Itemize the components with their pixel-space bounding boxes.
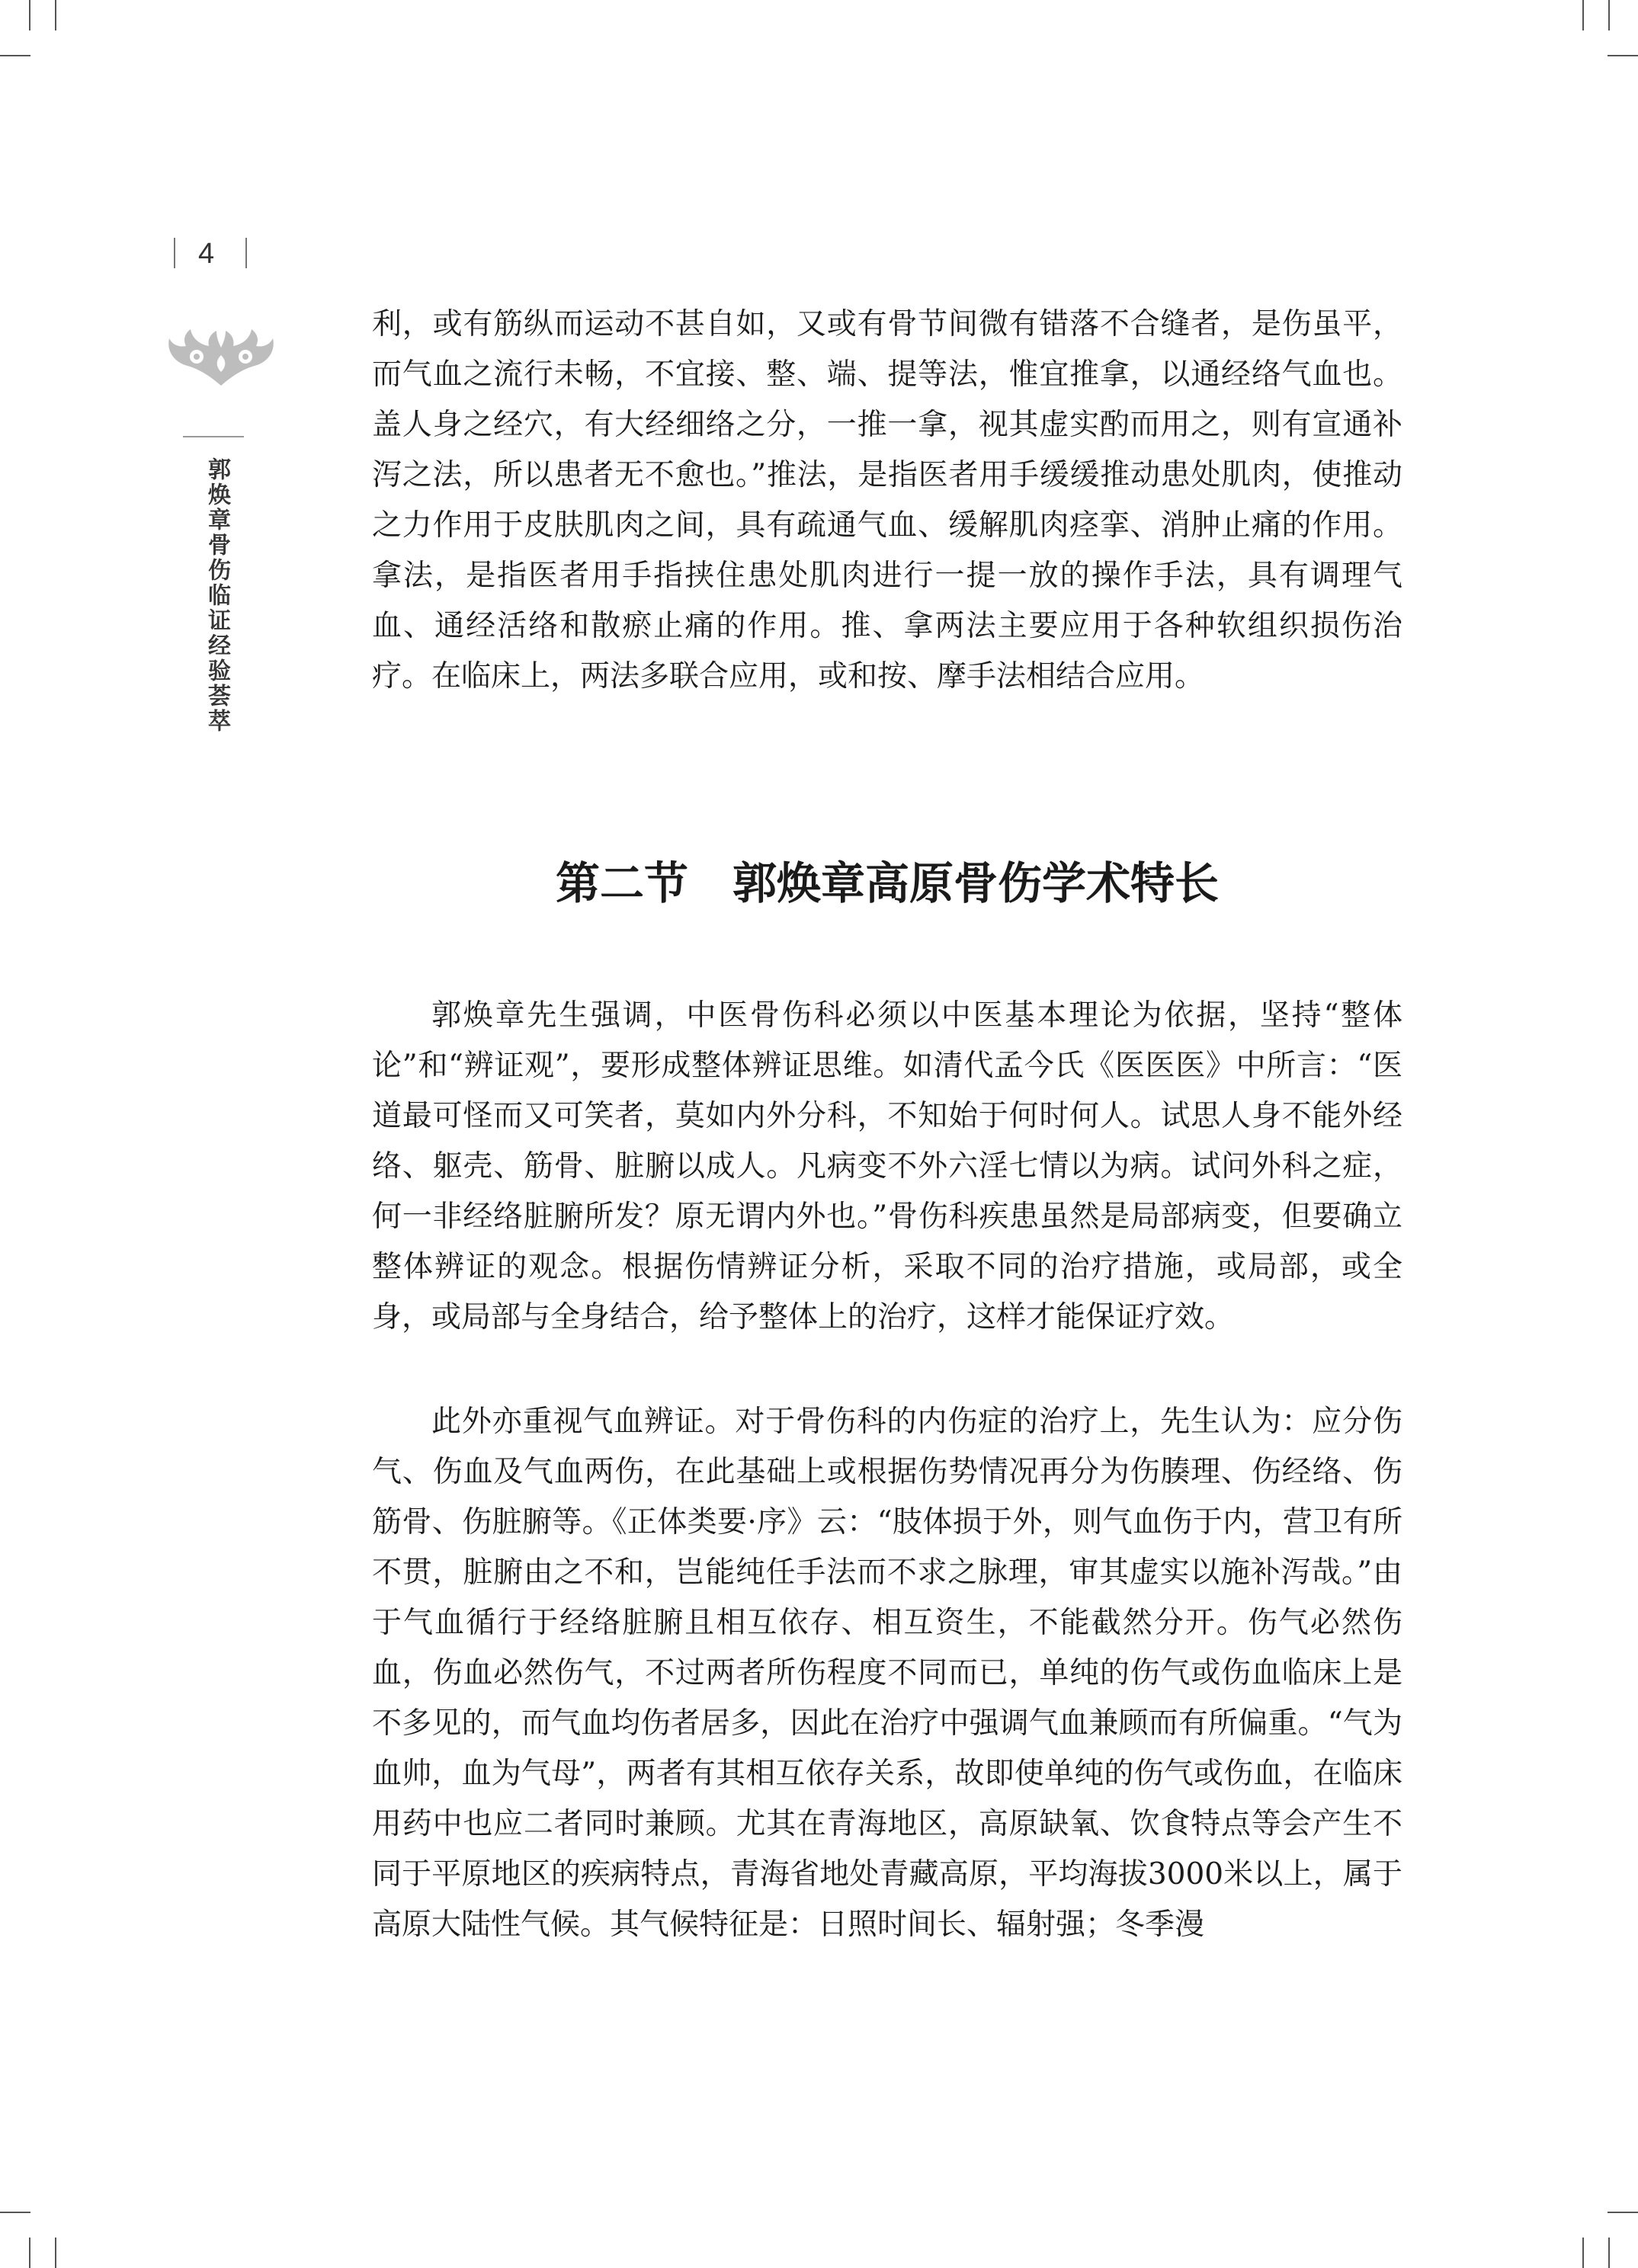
decorative-ornament-icon [160, 319, 282, 395]
page-number-right-bar [245, 238, 247, 268]
crop-mark-top-left-v2 [55, 0, 56, 30]
crop-mark-top-right-v2 [1608, 0, 1610, 30]
crop-mark-bottom-left-v [29, 2238, 30, 2268]
section-heading: 第二节 郭焕章高原骨伤学术特长 [555, 857, 1219, 909]
paragraph-3: 此外亦重视气血辨证。对于骨伤科的内伤症的治疗上，先生认为：应分伤气、伤血及气血两伤，在此基础上或根据伤势情况再分为伤腠理、伤经络、伤筋骨、伤脏腑等。《正体类要·序》云：“肢体损于外，则气血伤于内，营卫有所不贯，脏腑由之不和，岂能纯任手法而不求之脉理，审其虚实以施补泻哉。”由于气血循行于经络脏腑且相互依存、相互资生，不能截然分开。伤气必然伤血，伤血必然伤气，不过两者所伤程度不同而已，单纯的伤气或伤血临床上是不多见的，而气血均伤者居多，因此在治疗中强调气血兼顾而有所偏重。“气为血帅，血为气母”，两者有其相互依存关系，故即使单纯的伤气或伤血，在临床用药中也应二者同时兼顾。尤其在青海地区，高原缺氧、饮食特点等会产生不同于平原地区的疾病特点，青海省地处青藏高原，平均海拔3000米以上，属于高原大陆性气候。其气候特征是：日照时间长、辐射强；冬季漫 [372, 1405, 1402, 1942]
paragraph-2: 郭焕章先生强调，中医骨伤科必须以中医基本理论为依据，坚持“整体论”和“辨证观”，要形成整体辨证思维。如清代孟今氏《医医医》中所言：“医道最可怪而又可笑者，莫如内外分科，不知始于何时何人。试思人身不能外经络、躯壳、筋骨、脏腑以成人。凡病变不外六淫七情以为病。试问外科之症，何一非经络脏腑所发？原无谓内外也。”骨伤科疾患虽然是局部病变，但要确立整体辨证的观念。根据伤情辨证分析，采取不同的治疗措施，或局部，或全身，或局部与全身结合，给予整体上的治疗，这样才能保证疗效。 [372, 998, 1402, 1334]
running-title-rule [183, 436, 244, 437]
crop-mark-bottom-right-v2 [1608, 2238, 1610, 2268]
page-number: 4 [198, 238, 215, 270]
crop-mark-bottom-right-h [1608, 2212, 1638, 2213]
crop-mark-bottom-right-v [1582, 2238, 1584, 2268]
crop-mark-top-right-h [1608, 55, 1638, 56]
paragraph-1: 利，或有筋纵而运动不甚自如，又或有骨节间微有错落不合缝者，是伤虽平，而气血之流行未畅，不宜接、整、端、提等法，惟宜推拿，以通经络气血也。盖人身之经穴，有大经细络之分，一推一拿，视其虚实酌而用之，则有宣通补泻之法，所以患者无不愈也。”推法，是指医者用手缓缓推动患处肌肉，使推动之力作用于皮肤肌肉之间，具有疏通气血、缓解肌肉痉挛、消肿止痛的作用。拿法，是指医者用手指挟住患处肌肉进行一提一放的操作手法，具有调理气血、通经活络和散瘀止痛的作用。推、拿两法主要应用于各种软组织损伤治疗。在临床上，两法多联合应用，或和按、摩手法相结合应用。 [372, 307, 1402, 694]
page-number-left-bar [174, 238, 175, 268]
crop-mark-top-left-h [0, 55, 30, 56]
running-title: 郭焕章骨伤临证经验荟萃 [204, 457, 230, 734]
crop-mark-bottom-left-v2 [55, 2238, 56, 2268]
crop-mark-top-left-v [29, 0, 30, 30]
crop-mark-bottom-left-h [0, 2212, 30, 2213]
crop-mark-top-right-v [1582, 0, 1584, 30]
